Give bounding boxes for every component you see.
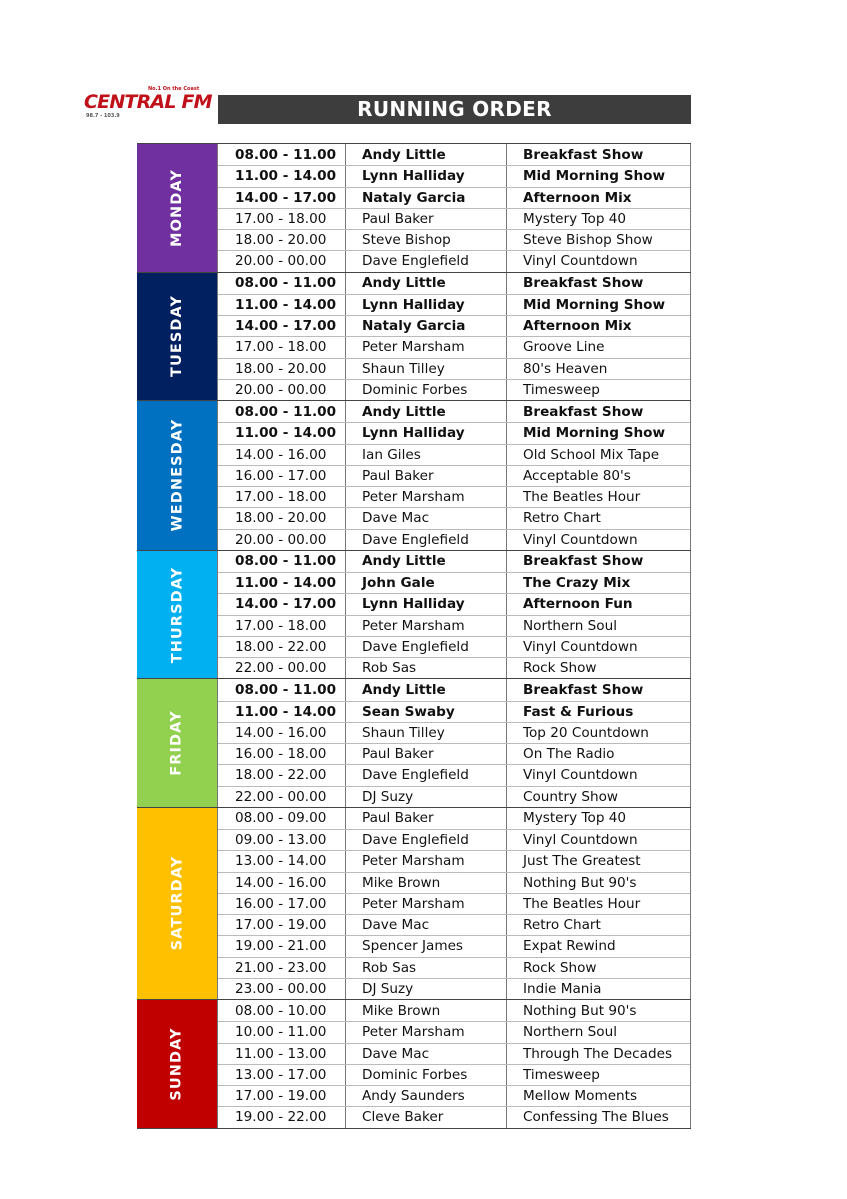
host-cell: Andy Saunders [346,1086,507,1106]
time-cell: 14.00 - 17.00 [218,594,346,614]
table-row [218,208,690,229]
show-cell: Breakfast Show [523,146,644,163]
show-cell: Vinyl Countdown [523,531,638,548]
day-name: WEDNESDAY [169,419,186,532]
host-cell: Lynn Halliday [346,295,507,315]
time-cell: 17.00 - 19.00 [218,915,346,935]
time-cell: 11.00 - 14.00 [218,166,346,186]
host-cell: DJ Suzy [346,787,507,807]
show-cell: Vinyl Countdown [523,832,638,849]
host-cell: Mike Brown [346,1000,507,1021]
show-cell: Indie Mania [523,980,602,997]
table-row [218,379,690,400]
show-cell: Groove Line [523,339,605,356]
host-cell: Andy Little [346,551,507,572]
time-cell: 11.00 - 14.00 [218,702,346,722]
show-cell: The Beatles Hour [523,895,641,912]
slot-list [217,679,691,807]
show-cell: Retro Chart [523,917,601,934]
table-row [218,1021,690,1042]
show-cell: The Crazy Mix [523,575,631,592]
table-row [218,551,690,572]
host-cell: Dave Englefield [346,637,507,657]
show-cell: Northern Soul [523,617,618,634]
host-cell: Dave Mac [346,915,507,935]
host-cell: Sean Swaby [346,702,507,722]
time-cell: 21.00 - 23.00 [218,958,346,978]
table-row [218,1085,690,1106]
time-cell: 09.00 - 13.00 [218,830,346,850]
day-name: MONDAY [169,168,185,247]
day-group-saturday [137,807,691,999]
table-row [218,850,690,871]
show-cell: Mid Morning Show [523,168,666,185]
host-cell: Spencer James [346,936,507,956]
table-row [218,422,690,443]
show-cell: Breakfast Show [523,275,644,292]
show-cell: Breakfast Show [523,553,644,570]
show-cell: Vinyl Countdown [523,767,638,784]
time-cell: 18.00 - 22.00 [218,637,346,657]
show-cell: Nothing But 90's [523,874,637,891]
time-cell: 16.00 - 17.00 [218,894,346,914]
table-row [218,593,690,614]
slot-list [217,144,691,272]
time-cell: 14.00 - 17.00 [218,188,346,208]
table-row [218,893,690,914]
host-cell: Peter Marsham [346,851,507,871]
host-cell: Dave Englefield [346,765,507,785]
host-cell: Paul Baker [346,209,507,229]
table-row [218,1064,690,1085]
logo-frequencies: 98.7 - 103.9 [86,113,120,119]
host-cell: Rob Sas [346,658,507,678]
table-row [218,657,690,678]
table-row [218,701,690,722]
show-cell: Nothing But 90's [523,1002,637,1019]
table-row [218,808,690,829]
time-cell: 20.00 - 00.00 [218,251,346,271]
host-cell: Lynn Halliday [346,166,507,186]
show-cell: Rock Show [523,959,597,976]
host-cell: Ian Giles [346,445,507,465]
show-cell: Rock Show [523,660,597,677]
time-cell: 11.00 - 14.00 [218,295,346,315]
table-row [218,786,690,807]
host-cell: Peter Marsham [346,1022,507,1042]
time-cell: 19.00 - 22.00 [218,1107,346,1127]
table-row [218,764,690,785]
show-cell: Top 20 Countdown [523,724,649,741]
table-row [218,315,690,336]
host-cell: Dominic Forbes [346,1065,507,1085]
show-cell: Confessing The Blues [523,1109,669,1126]
host-cell: Dave Englefield [346,530,507,550]
host-cell: Nataly Garcia [346,316,507,336]
table-row [218,872,690,893]
time-cell: 20.00 - 00.00 [218,530,346,550]
host-cell: Andy Little [346,273,507,294]
host-cell: Paul Baker [346,808,507,829]
slot-list [217,273,691,401]
table-row [218,486,690,507]
host-cell: Dave Englefield [346,830,507,850]
table-row [218,679,690,700]
show-cell: Breakfast Show [523,403,644,420]
host-cell: Nataly Garcia [346,188,507,208]
host-cell: Andy Little [346,144,507,165]
host-cell: DJ Suzy [346,979,507,999]
host-cell: Rob Sas [346,958,507,978]
table-row [218,444,690,465]
table-row [218,572,690,593]
time-cell: 08.00 - 11.00 [218,551,346,572]
time-cell: 08.00 - 11.00 [218,679,346,700]
table-row [218,743,690,764]
table-row [218,722,690,743]
host-cell: Peter Marsham [346,894,507,914]
day-label [137,551,217,679]
host-cell: Cleve Baker [346,1107,507,1127]
show-cell: Timesweep [523,381,600,398]
time-cell: 10.00 - 11.00 [218,1022,346,1042]
table-row [218,336,690,357]
table-row [218,187,690,208]
slot-list [217,808,691,999]
time-cell: 18.00 - 22.00 [218,765,346,785]
show-cell: 80's Heaven [523,360,608,377]
time-cell: 08.00 - 09.00 [218,808,346,829]
host-cell: Andy Little [346,401,507,422]
time-cell: 14.00 - 16.00 [218,873,346,893]
host-cell: Paul Baker [346,744,507,764]
time-cell: 19.00 - 21.00 [218,936,346,956]
day-group-wednesday [137,400,691,550]
host-cell: Peter Marsham [346,337,507,357]
table-row [218,529,690,550]
host-cell: Shaun Tilley [346,723,507,743]
host-cell: Dave Mac [346,508,507,528]
time-cell: 16.00 - 18.00 [218,744,346,764]
table-row [218,636,690,657]
show-cell: Acceptable 80's [523,467,631,484]
slot-list [217,1000,691,1128]
show-cell: Steve Bishop Show [523,232,653,249]
table-row [218,507,690,528]
host-cell: Lynn Halliday [346,594,507,614]
show-cell: Timesweep [523,1066,600,1083]
host-cell: Paul Baker [346,466,507,486]
show-cell: Mid Morning Show [523,296,666,313]
table-row [218,465,690,486]
show-cell: Through The Decades [523,1045,673,1062]
time-cell: 18.00 - 20.00 [218,359,346,379]
day-label [137,273,217,401]
day-label [137,144,217,272]
time-cell: 17.00 - 18.00 [218,487,346,507]
day-group-thursday [137,550,691,679]
host-cell: Peter Marsham [346,616,507,636]
time-cell: 22.00 - 00.00 [218,658,346,678]
time-cell: 08.00 - 11.00 [218,273,346,294]
table-row [218,401,690,422]
host-cell: Dave Englefield [346,251,507,271]
host-cell: Steve Bishop [346,230,507,250]
time-cell: 20.00 - 00.00 [218,380,346,400]
time-cell: 11.00 - 14.00 [218,573,346,593]
host-cell: Shaun Tilley [346,359,507,379]
day-name: SUNDAY [168,1027,185,1101]
time-cell: 17.00 - 18.00 [218,616,346,636]
table-row [218,935,690,956]
show-cell: Fast & Furious [523,703,634,720]
show-cell: Mystery Top 40 [523,810,627,827]
day-name: FRIDAY [169,710,185,776]
show-cell: Breakfast Show [523,681,644,698]
slot-list [217,401,691,550]
table-row [218,229,690,250]
show-cell: Expat Rewind [523,938,616,955]
host-cell: Dave Mac [346,1044,507,1064]
host-cell: Mike Brown [346,873,507,893]
table-row [218,978,690,999]
day-name: TUESDAY [169,295,185,378]
time-cell: 17.00 - 19.00 [218,1086,346,1106]
day-group-friday [137,678,691,807]
time-cell: 08.00 - 11.00 [218,401,346,422]
table-row [218,358,690,379]
day-label [137,679,217,807]
time-cell: 17.00 - 18.00 [218,209,346,229]
day-label [137,808,217,999]
schedule-table [137,143,691,1129]
table-row [218,144,690,165]
table-row [218,615,690,636]
time-cell: 14.00 - 16.00 [218,723,346,743]
time-cell: 22.00 - 00.00 [218,787,346,807]
day-label [137,1000,217,1128]
table-row [218,1000,690,1021]
show-cell: Mid Morning Show [523,425,666,442]
time-cell: 14.00 - 16.00 [218,445,346,465]
table-row [218,294,690,315]
show-cell: Vinyl Countdown [523,253,638,270]
time-cell: 14.00 - 17.00 [218,316,346,336]
day-group-tuesday [137,272,691,401]
day-label [137,401,217,550]
time-cell: 08.00 - 11.00 [218,144,346,165]
show-cell: Afternoon Fun [523,596,633,613]
table-row [218,957,690,978]
time-cell: 11.00 - 14.00 [218,423,346,443]
show-cell: Mellow Moments [523,1088,638,1105]
show-cell: Country Show [523,788,619,805]
show-cell: Afternoon Mix [523,318,632,335]
slot-list [217,551,691,679]
show-cell: Just The Greatest [523,853,641,870]
time-cell: 18.00 - 20.00 [218,230,346,250]
time-cell: 23.00 - 00.00 [218,979,346,999]
table-row [218,165,690,186]
day-group-monday [137,143,691,272]
host-cell: Peter Marsham [346,487,507,507]
show-cell: Old School Mix Tape [523,446,660,463]
page-title: RUNNING ORDER [218,95,691,124]
show-cell: The Beatles Hour [523,489,641,506]
table-row [218,1106,690,1127]
day-group-sunday [137,999,691,1129]
time-cell: 18.00 - 20.00 [218,508,346,528]
show-cell: Retro Chart [523,510,601,527]
logo-tagline: No.1 On the Coast [148,86,200,92]
table-row [218,914,690,935]
show-cell: Vinyl Countdown [523,638,638,655]
time-cell: 13.00 - 17.00 [218,1065,346,1085]
host-cell: Andy Little [346,679,507,700]
show-cell: Mystery Top 40 [523,210,627,227]
time-cell: 13.00 - 14.00 [218,851,346,871]
time-cell: 17.00 - 18.00 [218,337,346,357]
central-fm-logo [84,82,212,122]
table-row [218,250,690,271]
day-name: SATURDAY [169,856,186,951]
day-name: THURSDAY [169,566,185,663]
table-row [218,1043,690,1064]
show-cell: On The Radio [523,746,615,763]
table-row [218,829,690,850]
time-cell: 08.00 - 10.00 [218,1000,346,1021]
show-cell: Northern Soul [523,1024,618,1041]
table-row [218,273,690,294]
host-cell: Dominic Forbes [346,380,507,400]
time-cell: 11.00 - 13.00 [218,1044,346,1064]
show-cell: Afternoon Mix [523,189,632,206]
logo-wordmark: CENTRAL FM [84,91,212,113]
host-cell: Lynn Halliday [346,423,507,443]
time-cell: 16.00 - 17.00 [218,466,346,486]
host-cell: John Gale [346,573,507,593]
